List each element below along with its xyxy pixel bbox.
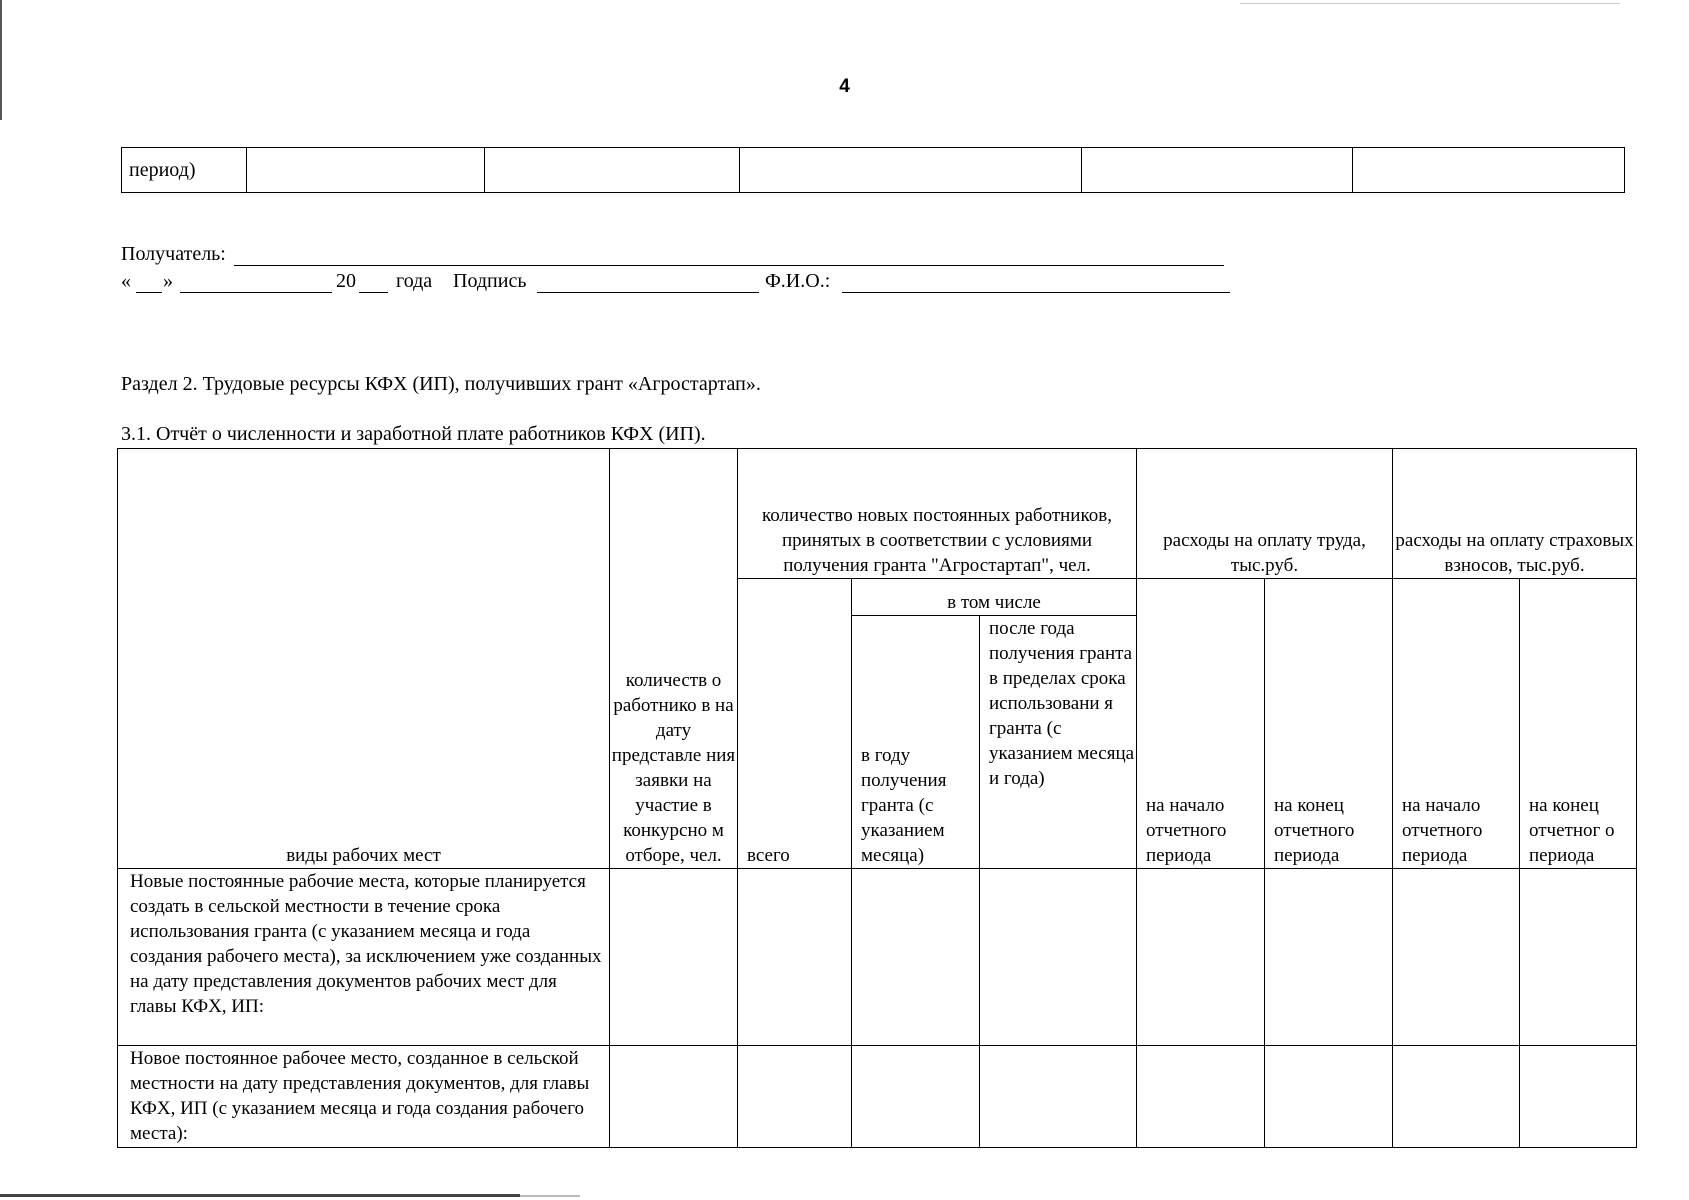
- header-insurance-costs: расходы на оплату страховых взносов, тыс.руб.: [1393, 449, 1637, 579]
- header-labor-costs: расходы на оплату труда, тыс.руб.: [1137, 449, 1393, 579]
- table-cell[interactable]: [1393, 1046, 1520, 1148]
- header-labor-start: на начало отчетного периода: [1137, 579, 1265, 869]
- header-including: в том числе: [852, 579, 1137, 616]
- period-cell: период): [122, 148, 247, 193]
- table-cell[interactable]: [1265, 1046, 1393, 1148]
- header-job-types: виды рабочих мест: [118, 449, 610, 869]
- scan-edge-left: [0, 0, 2, 120]
- fio-label: Ф.И.О.:: [765, 270, 831, 292]
- row-label: Новые постоянные рабочие места, которые планируется создать в сельской местности в течение срока использования гранта (с указанием месяца и года создания рабочего места), за исключением уже созданных на дату представления документов рабочих мест для главы КФХ, ИП:: [118, 869, 610, 1046]
- table-cell[interactable]: [738, 1046, 852, 1148]
- section-title: Раздел 2. Трудовые ресурсы КФХ (ИП), получивших грант «Агростартап».: [121, 373, 761, 395]
- date-close-quote: »: [163, 270, 173, 292]
- table-cell[interactable]: [247, 148, 485, 193]
- year-suffix: года: [396, 270, 433, 292]
- scan-edge-bottom: [0, 1194, 520, 1197]
- header-grant-year: в году получения гранта (с указанием месяца): [852, 616, 980, 869]
- year-field[interactable]: [359, 292, 388, 293]
- table-cell[interactable]: [1082, 148, 1353, 193]
- table-cell[interactable]: [485, 148, 740, 193]
- table-cell[interactable]: [980, 869, 1137, 1046]
- header-total: всего: [738, 579, 852, 869]
- header-insurance-start: на начало отчетного периода: [1393, 579, 1520, 869]
- recipient-field[interactable]: [234, 265, 1224, 266]
- table-row: [122, 148, 1625, 193]
- table-cell[interactable]: [852, 869, 980, 1046]
- header-workers-count: количеств о работнико в на дату представле ния заявки на участие в конкурсно м отборе, чел.: [610, 449, 738, 869]
- table-cell[interactable]: [980, 1046, 1137, 1148]
- table-row: [118, 869, 1637, 1046]
- signature-label: Подпись: [453, 270, 527, 292]
- table-cell[interactable]: [852, 1046, 980, 1148]
- table-cell[interactable]: [1265, 869, 1393, 1046]
- header-labor-end: на конец отчетного периода: [1265, 579, 1393, 869]
- header-row: [118, 449, 1637, 579]
- header-after-grant-year: после года получения гранта в пределах срока использовани я гранта (с указанием месяца и года): [980, 616, 1137, 869]
- table-cell[interactable]: [740, 148, 1082, 193]
- day-field[interactable]: [136, 292, 162, 293]
- row-label: Новое постоянное рабочее место, созданное в сельской местности на дату представления документов, для главы КФХ, ИП (с указанием месяца и года создания рабочего места):: [118, 1046, 610, 1148]
- table-cell[interactable]: [610, 1046, 738, 1148]
- header-insurance-end: на конец отчетног о периода: [1520, 579, 1637, 869]
- table-cell[interactable]: [1520, 1046, 1637, 1148]
- year-prefix: 20: [336, 270, 356, 292]
- scan-edge-top: [1240, 3, 1620, 4]
- table-cell[interactable]: [738, 869, 852, 1046]
- table-row: [118, 1046, 1637, 1148]
- month-field[interactable]: [180, 292, 332, 293]
- table-cell[interactable]: [1520, 869, 1637, 1046]
- table-cell[interactable]: [610, 869, 738, 1046]
- table-cell[interactable]: [1393, 869, 1520, 1046]
- page-number: 4: [839, 76, 850, 97]
- table-cell[interactable]: [1137, 1046, 1265, 1148]
- table-cell[interactable]: [1353, 148, 1625, 193]
- top-table-fragment: [121, 147, 1625, 193]
- labor-report-table: [117, 448, 1637, 1148]
- scan-edge-bottom-faint: [520, 1195, 580, 1197]
- header-new-workers: количество новых постоянных работников, принятых в соответствии с условиями получения гранта "Агростартап", чел.: [738, 449, 1137, 579]
- date-open-quote: «: [121, 270, 131, 292]
- table-cell[interactable]: [1137, 869, 1265, 1046]
- recipient-label: Получатель:: [121, 243, 226, 265]
- report-title: 3.1. Отчёт о численности и заработной плате работников КФХ (ИП).: [121, 423, 706, 445]
- fio-field[interactable]: [842, 292, 1230, 293]
- signature-field[interactable]: [537, 292, 759, 293]
